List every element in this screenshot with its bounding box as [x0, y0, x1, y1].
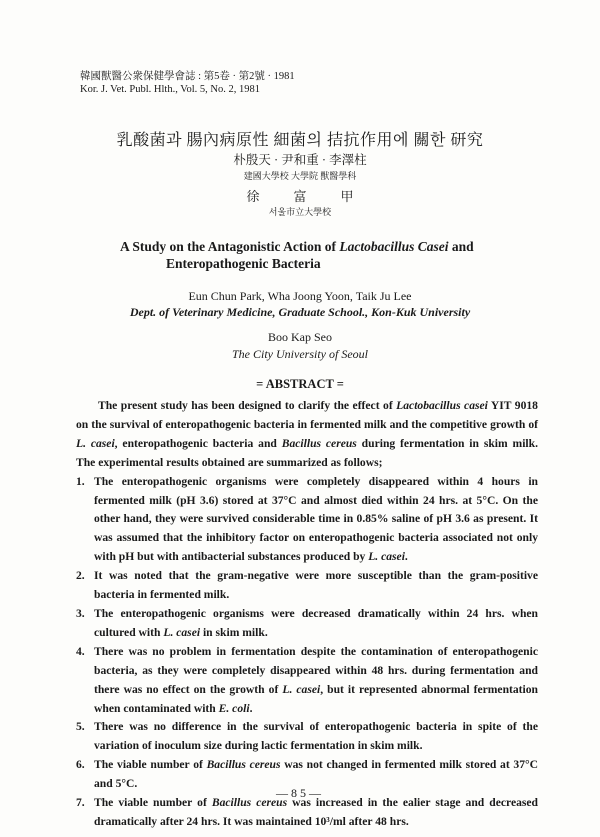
- english-affiliation: Dept. of Veterinary Medicine, Graduate School., Kon-Kuk University: [129, 305, 471, 319]
- result-number: 2.: [76, 569, 85, 583]
- result-text: The enteropathogenic organisms were completely disappeared within 4 hours in fermented milk (pH 3.6) stored at 37°C and almost died within 24 hrs. at 5°C. On the other hand, they were survived considerable time in 0.85% saline of pH 3.6 as present. It was assumed that the inhibitory factor on enteropathogenic bacteria associated not only with pH but with antibacterial substances produced by: [94, 474, 538, 564]
- english-title-post: and: [448, 239, 474, 254]
- result-species: Bacillus cereus: [206, 758, 281, 772]
- intro-text: The present study has been designed to clarify the effect of: [98, 399, 397, 412]
- result-text: The viable number of: [94, 796, 212, 810]
- result-species: L. casei: [163, 625, 201, 639]
- english-title-line2: Enteropathogenic Bacteria: [166, 256, 321, 271]
- result-text: The viable number of: [94, 758, 207, 772]
- abstract-heading: = ABSTRACT =: [256, 377, 344, 391]
- result-text: was increased in the ealier stage and decreased dramatically after 24 hrs. It was maintained 10³/ml after 48 hrs.: [94, 796, 539, 828]
- english-authors: Eun Chun Park, Wha Joong Yoon, Taik Ju Lee: [188, 289, 412, 303]
- result-text: The enteropathogenic organisms were decreased dramatically within 24 hrs. when cultured with: [94, 606, 538, 639]
- intro-species: Bacillus cereus: [281, 436, 357, 450]
- result-text: There was no difference in the survival of enteropathogenic bacteria in spite of the variation of inoculum size during lactic fermentation in skim milk.: [94, 720, 538, 753]
- result-species: E. coli: [218, 701, 250, 715]
- intro-species: Lactobacillus casei: [396, 399, 488, 412]
- english-affiliation-2: The City University of Seoul: [232, 347, 368, 361]
- intro-species: L. casei: [76, 436, 115, 450]
- result-number: 5.: [76, 720, 85, 734]
- result-species: L. casei: [368, 550, 405, 564]
- korean-authors: 朴殷天 · 尹和重 · 李澤柱: [233, 153, 367, 167]
- intro-text: , enteropathogenic bacteria and: [114, 436, 282, 450]
- english-title-species: Lactobacillus Casei: [339, 239, 449, 254]
- result-text: There was no problem in fermentation despite the contamination of enteropathogenic bacteria, as they were completely disappeared within 48 hrs. during fermentation and there was no effect on the growth of: [94, 644, 538, 696]
- result-text: was not changed in fermented milk stored at 37°C and 5°C.: [94, 758, 539, 791]
- journal-header-english: Kor. J. Vet. Publ. Hlth., Vol. 5, No. 2, 1981: [80, 84, 260, 95]
- result-number: 6.: [76, 758, 85, 772]
- result-number: 4.: [76, 644, 85, 658]
- journal-header-korean: 韓國獸醫公衆保健學會誌 : 第5卷 · 第2號 · 1981: [80, 71, 295, 82]
- korean-title: 乳酸菌과 腸內病原性 細菌의 拮抗作用에 關한 研究: [116, 132, 484, 149]
- english-title: [120, 238, 550, 272]
- abstract-intro: [76, 397, 538, 473]
- result-text: It was noted that the gram-negative were more susceptible than the gram-positive bacteria in fermented milk.: [94, 569, 538, 602]
- korean-affiliation-2: 서울市立大學校: [268, 207, 332, 217]
- result-text: .: [249, 701, 253, 715]
- result-species: L. casei: [282, 682, 321, 696]
- results-list: [76, 473, 538, 832]
- intro-text: during fermentation in skim milk. The experimental results obtained are summarized as follows;: [76, 436, 538, 469]
- result-text: .: [404, 550, 408, 564]
- result-item: [76, 605, 538, 643]
- journal-header: [80, 70, 295, 96]
- result-item: [76, 718, 538, 756]
- result-text: , but it represented abnormal fermentation when contaminated with: [94, 682, 538, 715]
- result-number: 1.: [76, 474, 85, 488]
- result-species: Bacillus cereus: [211, 796, 288, 810]
- korean-affiliation: 建國大學校 大學院 獸醫學科: [243, 171, 357, 181]
- english-author-2: Boo Kap Seo: [268, 330, 332, 344]
- korean-author-2: 徐富甲: [246, 189, 388, 204]
- english-title-pre: A Study on the Antagonistic Action of: [120, 239, 340, 254]
- result-number: 3.: [76, 606, 85, 620]
- page-number: —85—: [276, 786, 324, 800]
- result-text: in skim milk.: [200, 625, 268, 639]
- result-item: [76, 567, 538, 605]
- intro-text: YIT 9018 on the survival of enteropathogenic bacteria in fermented milk and the competitive growth of: [76, 399, 538, 431]
- result-item: [76, 473, 538, 568]
- result-number: 7.: [76, 796, 85, 810]
- abstract-body: [76, 397, 538, 832]
- result-item: [76, 643, 538, 719]
